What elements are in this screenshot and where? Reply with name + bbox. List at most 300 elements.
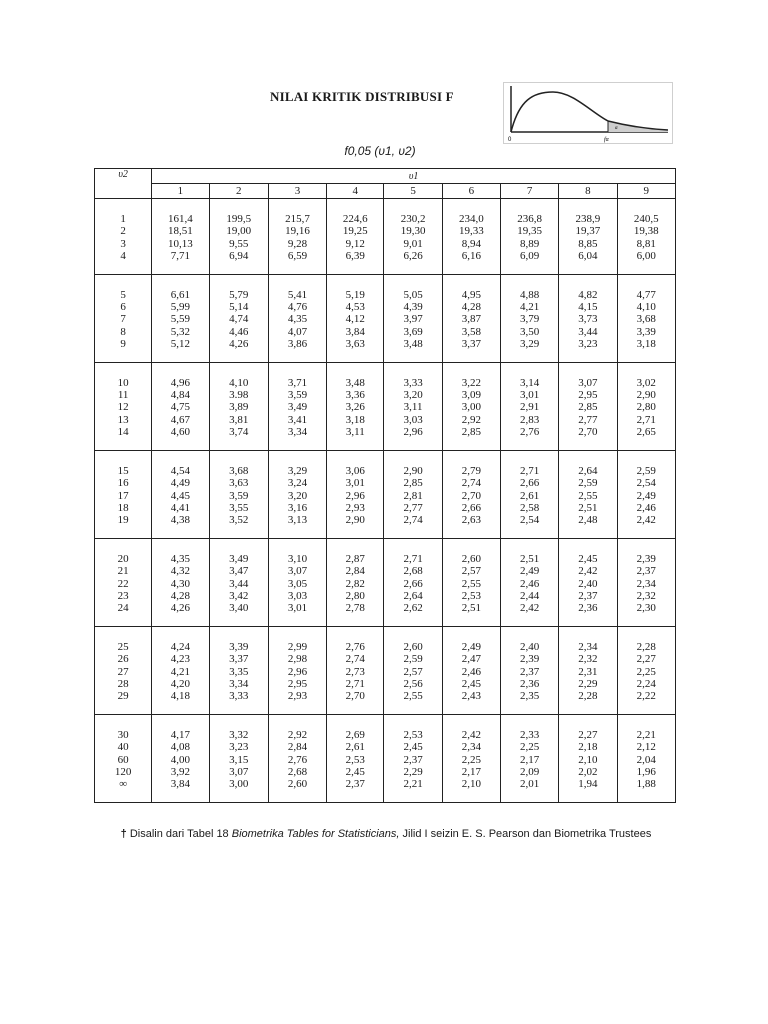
f-critical-value: 2,17 xyxy=(520,753,540,766)
v2-value: 26 xyxy=(117,653,129,666)
f-critical-value: 2,49 xyxy=(520,565,540,578)
f-critical-value: 2,44 xyxy=(520,589,540,602)
value-cell xyxy=(209,626,268,714)
f-critical-value: 4,28 xyxy=(461,301,481,314)
f-critical-value: 2,93 xyxy=(287,690,308,703)
value-cell xyxy=(384,714,442,802)
f-critical-value: 3,87 xyxy=(461,313,481,326)
f-critical-value: 2,54 xyxy=(636,477,656,490)
f-critical-value: 2,53 xyxy=(345,753,365,766)
f-critical-value: 2,78 xyxy=(345,602,365,615)
f-critical-value: 3,11 xyxy=(403,401,423,414)
f-critical-value: 2,63 xyxy=(461,514,481,527)
value-cell xyxy=(617,274,675,362)
f-critical-value: 215,7 xyxy=(285,213,310,225)
f-critical-value: 2,61 xyxy=(345,741,365,754)
value-cell xyxy=(559,450,617,538)
f-critical-value: 4,67 xyxy=(170,413,191,426)
f-critical-value: 2,55 xyxy=(461,577,481,590)
table-row-group xyxy=(95,450,676,538)
f-critical-value: 4,45 xyxy=(170,489,191,502)
f-critical-value: 2,37 xyxy=(345,778,365,791)
column-header-v1: 4 xyxy=(327,184,384,199)
f-critical-value: 240,5 xyxy=(633,213,659,225)
table-row-group xyxy=(95,714,676,802)
f-critical-value: 2,27 xyxy=(578,728,598,741)
f-critical-value: 2,09 xyxy=(520,766,540,778)
f-critical-value: 4,07 xyxy=(287,325,308,338)
f-critical-value: 3,20 xyxy=(287,489,308,502)
curve-critical-label: fα xyxy=(604,137,609,143)
f-critical-value: 3,36 xyxy=(345,389,365,402)
f-critical-value: 3,39 xyxy=(229,640,249,653)
f-critical-value: 3,63 xyxy=(345,338,365,351)
f-critical-value: 2,42 xyxy=(578,565,598,578)
f-critical-value: 2,30 xyxy=(636,602,656,615)
f-critical-value: 2,55 xyxy=(578,489,598,502)
f-critical-value: 3,41 xyxy=(287,413,308,426)
v2-value: 6 xyxy=(120,301,126,314)
value-cell xyxy=(559,362,617,450)
f-critical-value: 2,60 xyxy=(461,552,481,565)
footnote-text-before: Disalin dari Tabel 18 xyxy=(126,828,232,840)
f-critical-value: 3,69 xyxy=(403,325,423,338)
f-critical-value: 2,28 xyxy=(636,640,656,653)
v2-cell xyxy=(95,626,152,714)
f-critical-value: 1,96 xyxy=(636,766,656,778)
f-critical-value: 3,71 xyxy=(287,376,308,389)
f-critical-value: 4,28 xyxy=(170,589,191,602)
f-critical-value: 6,26 xyxy=(403,250,423,263)
f-critical-value: 3,03 xyxy=(403,413,423,426)
f-critical-value: 5,41 xyxy=(287,288,308,301)
f-critical-value: 19,00 xyxy=(226,225,252,238)
v2-value: 3 xyxy=(120,237,126,250)
f-distribution-curve xyxy=(503,82,673,144)
f-critical-value: 2,36 xyxy=(520,677,540,690)
f-critical-value: 2,66 xyxy=(461,501,481,514)
value-cell xyxy=(152,450,209,538)
v2-value: ∞ xyxy=(119,778,128,791)
value-cell xyxy=(209,274,268,362)
value-cell xyxy=(442,450,500,538)
f-critical-value: 4,15 xyxy=(578,301,598,314)
v2-value: 8 xyxy=(120,325,126,338)
f-critical-value: 2,34 xyxy=(578,640,598,653)
f-critical-value: 2,77 xyxy=(403,501,423,514)
f-critical-value: 2,74 xyxy=(461,477,481,490)
f-critical-value: 2,28 xyxy=(578,690,598,703)
f-critical-value: 3,22 xyxy=(461,376,481,389)
f-critical-value: 2,10 xyxy=(461,778,481,791)
f-critical-value: 3,48 xyxy=(403,338,423,351)
f-critical-value: 2,60 xyxy=(287,778,308,791)
footnote-dagger: † xyxy=(120,828,127,840)
f-critical-value: 3,32 xyxy=(229,728,249,741)
f-critical-value: 3,58 xyxy=(461,325,481,338)
f-critical-value: 4,32 xyxy=(170,565,191,578)
f-critical-value: 2,42 xyxy=(636,514,656,527)
value-cell xyxy=(559,626,617,714)
f-critical-value: 4,17 xyxy=(170,728,191,741)
f-critical-value: 4,26 xyxy=(170,602,191,615)
f-critical-value: 2,57 xyxy=(461,565,481,578)
value-cell xyxy=(152,538,209,626)
f-critical-value: 3,33 xyxy=(229,690,249,703)
f-critical-value: 6,39 xyxy=(345,250,365,263)
v2-cell xyxy=(95,274,152,362)
f-critical-value: 4,26 xyxy=(229,338,249,351)
f-critical-value: 3,42 xyxy=(229,589,249,602)
curve-line xyxy=(511,92,668,132)
f-critical-value: 4,49 xyxy=(170,477,191,490)
f-critical-value: 3,14 xyxy=(520,376,540,389)
f-critical-value: 3,34 xyxy=(229,677,249,690)
f-critical-value: 5,99 xyxy=(170,301,191,314)
f-critical-value: 2,46 xyxy=(520,577,540,590)
f-critical-value: 3,00 xyxy=(461,401,481,414)
f-critical-value: 3,00 xyxy=(229,778,249,791)
f-critical-value: 2,95 xyxy=(578,389,598,402)
f-critical-value: 2,91 xyxy=(520,401,540,414)
f-critical-value: 4,12 xyxy=(345,313,365,326)
f-critical-value: 3,05 xyxy=(287,577,308,590)
f-critical-value: 224,6 xyxy=(342,213,368,225)
f-critical-value: 3,59 xyxy=(229,489,249,502)
f-critical-value: 230,2 xyxy=(400,213,426,225)
f-critical-value: 2,79 xyxy=(461,464,481,477)
f-critical-value: 3,33 xyxy=(403,376,423,389)
f-critical-value: 1,88 xyxy=(636,778,656,791)
f-critical-value: 6,94 xyxy=(229,250,249,263)
f-critical-value: 2,71 xyxy=(403,552,423,565)
v2-value: 4 xyxy=(120,250,126,263)
f-critical-value: 3,97 xyxy=(403,313,423,326)
value-cell xyxy=(617,199,675,275)
f-critical-value: 2,71 xyxy=(636,413,656,426)
f-critical-value: 2,49 xyxy=(636,489,656,502)
column-header-v1: 2 xyxy=(209,184,268,199)
v2-value: 7 xyxy=(120,313,126,326)
f-critical-values-table xyxy=(94,168,676,803)
f-critical-value: 3,16 xyxy=(287,501,308,514)
f-critical-value: 3,92 xyxy=(170,766,191,778)
f-critical-value: 2,71 xyxy=(345,677,365,690)
f-critical-value: 4,77 xyxy=(636,288,656,301)
f-critical-value: 4,20 xyxy=(170,677,191,690)
value-cell xyxy=(152,199,209,275)
value-cell xyxy=(152,626,209,714)
page-title: NILAI KRITIK DISTRIBUSI F xyxy=(270,89,454,104)
f-critical-value: 5,14 xyxy=(229,301,249,314)
f-critical-value: 2,77 xyxy=(578,413,598,426)
f-critical-value: 3,39 xyxy=(636,325,656,338)
f-critical-value: 2,12 xyxy=(636,741,656,754)
f-critical-value: 3,40 xyxy=(229,602,249,615)
v2-value: 24 xyxy=(117,602,129,615)
value-cell xyxy=(152,714,209,802)
value-cell xyxy=(268,714,326,802)
f-critical-value: 3,07 xyxy=(229,766,249,778)
f-critical-value: 4,88 xyxy=(520,288,540,301)
value-cell xyxy=(442,274,500,362)
table-row-group xyxy=(95,538,676,626)
v2-value: 25 xyxy=(117,640,129,653)
f-critical-value: 3,44 xyxy=(229,577,249,590)
v2-value: 1 xyxy=(120,213,126,225)
f-critical-value: 199,5 xyxy=(226,213,252,225)
f-critical-value: 4,08 xyxy=(170,741,191,754)
f-critical-value: 2,61 xyxy=(520,489,540,502)
value-cell xyxy=(384,450,442,538)
value-cell xyxy=(442,626,500,714)
f-critical-value: 3,68 xyxy=(229,464,249,477)
f-critical-value: 2,17 xyxy=(461,766,481,778)
f-critical-value: 2,98 xyxy=(287,653,308,666)
value-cell xyxy=(442,714,500,802)
f-critical-value: 3,35 xyxy=(229,665,249,678)
v2-cell xyxy=(95,362,152,450)
f-critical-value: 3,34 xyxy=(287,426,308,439)
f-critical-value: 6,04 xyxy=(578,250,598,263)
f-critical-value: 2,73 xyxy=(345,665,365,678)
f-critical-value: 3,09 xyxy=(461,389,481,402)
f-critical-value: 2,90 xyxy=(345,514,365,527)
table-row-group xyxy=(95,199,676,275)
f-critical-value: 2,62 xyxy=(403,602,423,615)
f-critical-value: 9,01 xyxy=(403,237,423,250)
footnote-source-title: Biometrika Tables for Statisticians, xyxy=(231,828,400,840)
f-critical-value: 2,32 xyxy=(578,653,598,666)
value-cell xyxy=(152,362,209,450)
f-critical-value: 2,76 xyxy=(345,640,365,653)
f-critical-value: 4,30 xyxy=(170,577,191,590)
f-critical-value: 3,52 xyxy=(229,514,249,527)
f-critical-value: 1,94 xyxy=(578,778,598,791)
v2-cell xyxy=(95,450,152,538)
value-cell xyxy=(617,362,675,450)
value-cell xyxy=(327,450,384,538)
f-critical-value: 3,18 xyxy=(345,413,365,426)
f-critical-value: 2,21 xyxy=(403,778,423,791)
f-critical-value: 4,95 xyxy=(461,288,481,301)
value-cell xyxy=(268,538,326,626)
f-critical-value: 2,29 xyxy=(578,677,598,690)
value-cell xyxy=(268,450,326,538)
f-critical-value: 4,18 xyxy=(170,690,191,703)
f-critical-value: 2,96 xyxy=(403,426,423,439)
f-critical-value: 2,37 xyxy=(403,753,423,766)
value-cell xyxy=(209,362,268,450)
v2-value: 9 xyxy=(120,338,126,351)
value-cell xyxy=(384,626,442,714)
v2-value: 29 xyxy=(117,690,129,703)
table-row-group xyxy=(95,626,676,714)
column-header-v1: 1 xyxy=(152,184,209,199)
f-critical-value: 4,82 xyxy=(578,288,598,301)
value-cell xyxy=(209,199,268,275)
f-critical-value: 4,24 xyxy=(170,640,191,653)
f-critical-value: 2,54 xyxy=(520,514,540,527)
f-critical-value: 3,89 xyxy=(229,401,249,414)
value-cell xyxy=(209,714,268,802)
f-critical-value: 4,10 xyxy=(636,301,656,314)
f-critical-value: 161,4 xyxy=(168,213,193,225)
f-critical-value: 2,32 xyxy=(636,589,656,602)
curve-frame xyxy=(504,83,673,144)
f-critical-value: 2,21 xyxy=(636,728,656,741)
f-critical-value: 3,44 xyxy=(578,325,598,338)
f-critical-value: 2,48 xyxy=(578,514,598,527)
f-critical-value: 2,85 xyxy=(461,426,481,439)
f-critical-value: 4,39 xyxy=(403,301,423,314)
v2-value: 13 xyxy=(117,413,129,426)
f-critical-value: 7,71 xyxy=(170,250,191,263)
f-critical-value: 2,80 xyxy=(636,401,656,414)
f-critical-value: 2,69 xyxy=(345,728,365,741)
f-critical-value: 3,73 xyxy=(578,313,598,326)
f-critical-value: 2,51 xyxy=(461,602,481,615)
f-critical-value: 9,28 xyxy=(287,237,308,250)
f-critical-value: 2,22 xyxy=(636,690,656,703)
table-row-group xyxy=(95,274,676,362)
f-critical-value: 3,68 xyxy=(636,313,656,326)
f-critical-value: 2,96 xyxy=(345,489,365,502)
f-critical-value: 19,38 xyxy=(633,225,659,238)
f-critical-value: 3,47 xyxy=(229,565,249,578)
f-critical-value: 3,23 xyxy=(578,338,598,351)
f-critical-value: 2,70 xyxy=(345,690,365,703)
f-critical-value: 2,25 xyxy=(520,741,540,754)
f-critical-value: 2,93 xyxy=(345,501,365,514)
f-critical-value: 2,40 xyxy=(520,640,540,653)
curve-origin-label: 0 xyxy=(508,137,512,143)
f-critical-value: 2,45 xyxy=(578,552,598,565)
f-critical-value: 4,21 xyxy=(170,665,191,678)
f-critical-value: 2,96 xyxy=(287,665,308,678)
f-critical-value: 4,54 xyxy=(170,464,191,477)
f-critical-value: 3,29 xyxy=(287,464,308,477)
value-cell xyxy=(617,714,675,802)
v2-value: 10 xyxy=(117,376,129,389)
f-critical-value: 19,37 xyxy=(575,225,601,238)
value-cell xyxy=(500,538,558,626)
f-critical-value: 2,33 xyxy=(520,728,540,741)
value-cell xyxy=(327,274,384,362)
v2-value: 27 xyxy=(117,665,129,678)
f-critical-value: 3,01 xyxy=(287,602,308,615)
f-critical-value: 6,59 xyxy=(287,250,308,263)
f-critical-value: 2,01 xyxy=(520,778,540,791)
f-critical-value: 6,09 xyxy=(520,250,540,263)
f-critical-value: 3,01 xyxy=(520,389,540,402)
f-critical-value: 2,55 xyxy=(403,690,423,703)
v2-value: 20 xyxy=(117,552,129,565)
curve-alpha-label: α xyxy=(615,126,618,131)
f-critical-value: 2,92 xyxy=(461,413,481,426)
value-cell xyxy=(384,274,442,362)
f-critical-value: 4,10 xyxy=(229,376,249,389)
f-critical-value: 2,35 xyxy=(520,690,540,703)
f-critical-value: 6,61 xyxy=(170,288,191,301)
f-critical-value: 5,05 xyxy=(403,288,423,301)
f-critical-value: 2,24 xyxy=(636,677,656,690)
f-critical-value: 4,21 xyxy=(520,301,540,314)
f-critical-value: 4,76 xyxy=(287,301,308,314)
f-critical-value: 2,02 xyxy=(578,766,598,778)
column-header-v1: 8 xyxy=(559,184,617,199)
f-critical-value: 2,51 xyxy=(578,501,598,514)
f-critical-value: 3,50 xyxy=(520,325,540,338)
f-critical-value: 2,51 xyxy=(520,552,540,565)
f-critical-value: 2,59 xyxy=(403,653,423,666)
value-cell xyxy=(268,199,326,275)
f-critical-value: 2,34 xyxy=(636,577,656,590)
f-critical-value: 2,56 xyxy=(403,677,423,690)
value-cell xyxy=(327,714,384,802)
value-cell xyxy=(442,538,500,626)
f-critical-value: 3,15 xyxy=(229,753,249,766)
f-critical-value: 3,06 xyxy=(345,464,365,477)
f-critical-value: 3,24 xyxy=(287,477,308,490)
f-critical-value: 18,51 xyxy=(168,225,193,238)
value-cell xyxy=(209,538,268,626)
value-cell xyxy=(384,199,442,275)
footnote xyxy=(96,826,676,842)
f-critical-value: 2,59 xyxy=(578,477,598,490)
f-critical-value: 2,74 xyxy=(403,514,423,527)
f-critical-value: 2,25 xyxy=(636,665,656,678)
f-critical-value: 2,90 xyxy=(636,389,656,402)
column-header-v1: 6 xyxy=(442,184,500,199)
v2-value: 12 xyxy=(117,401,129,414)
f-critical-value: 238,9 xyxy=(575,213,601,225)
f-critical-value: 2,34 xyxy=(461,741,481,754)
f-critical-value: 2,25 xyxy=(461,753,481,766)
v2-cell xyxy=(95,538,152,626)
v2-value: 14 xyxy=(117,426,129,439)
column-header-v1: 3 xyxy=(268,184,326,199)
f-critical-value: 2,37 xyxy=(578,589,598,602)
f-critical-value: 4,96 xyxy=(170,376,191,389)
value-cell xyxy=(327,362,384,450)
f-critical-value: 3,20 xyxy=(403,389,423,402)
f-critical-value: 3,84 xyxy=(345,325,365,338)
value-cell xyxy=(559,274,617,362)
f-critical-value: 2,65 xyxy=(636,426,656,439)
f-critical-value: 8,85 xyxy=(578,237,598,250)
column-header-v1: 9 xyxy=(617,184,675,199)
value-cell xyxy=(209,450,268,538)
f-critical-value: 3,11 xyxy=(345,426,365,439)
value-cell xyxy=(268,626,326,714)
f-critical-value: 4,53 xyxy=(345,301,365,314)
f-critical-value: 3,07 xyxy=(578,376,598,389)
value-cell xyxy=(617,538,675,626)
f-critical-value: 2,68 xyxy=(287,766,308,778)
f-critical-value: 5,12 xyxy=(170,338,191,351)
value-cell xyxy=(384,538,442,626)
f-critical-value: 3,01 xyxy=(345,477,365,490)
f-critical-value: 8,89 xyxy=(520,237,540,250)
row-header-v2: υ2 xyxy=(95,169,152,199)
f-critical-value: 2,39 xyxy=(636,552,656,565)
v2-value: 5 xyxy=(120,288,126,301)
f-critical-value: 3,63 xyxy=(229,477,249,490)
value-cell xyxy=(384,362,442,450)
f-critical-value: 2,36 xyxy=(578,602,598,615)
v2-value: 15 xyxy=(117,464,129,477)
